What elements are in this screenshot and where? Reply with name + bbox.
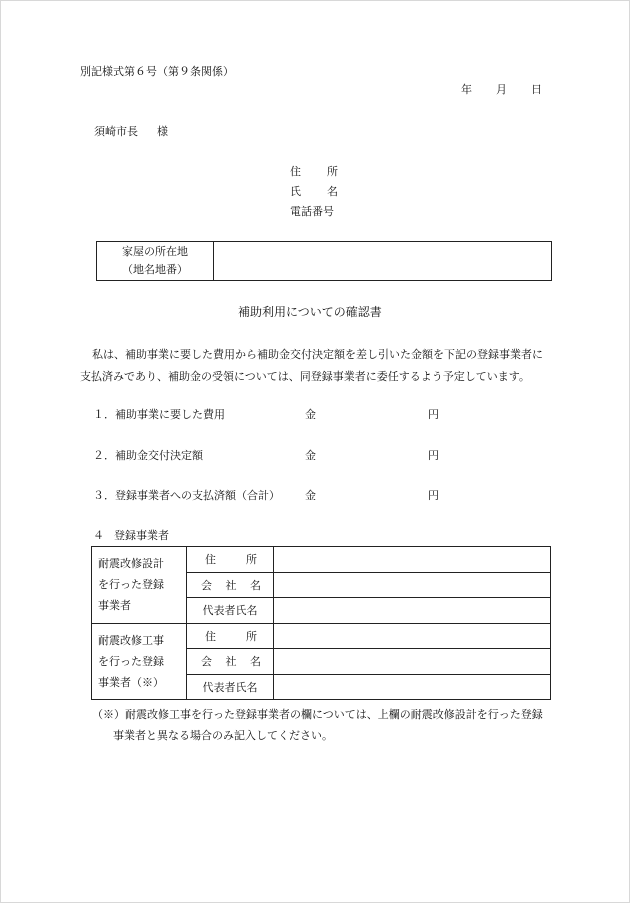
item-1-label: １．補助事業に要した費用: [93, 408, 225, 421]
design-representative-label: 代表者氏名: [187, 598, 274, 624]
note-line-1: （※）耐震改修工事を行った登録事業者の欄については、上欄の耐震改修設計を行った登録: [92, 708, 543, 721]
design-address-label: 住 所: [187, 547, 274, 573]
design-company-field[interactable]: [274, 572, 551, 598]
item-2-prefix: 金: [305, 449, 316, 462]
item-2-suffix: 円: [428, 449, 439, 462]
construction-address-label: 住 所: [187, 623, 274, 649]
construction-address-field[interactable]: [274, 623, 551, 649]
item-3-suffix: 円: [428, 489, 439, 502]
house-location-label: 家屋の所在地 （地名地番）: [97, 242, 214, 281]
applicant-name-label: 氏 名: [290, 185, 338, 198]
item-1-prefix: 金: [305, 408, 316, 421]
design-representative-field[interactable]: [274, 598, 551, 624]
date-day-label: 日: [531, 83, 542, 96]
addressee-honorific: 様: [157, 125, 168, 138]
item-2-label: ２．補助金交付決定額: [93, 449, 203, 462]
form-number: 別記様式第６号（第９条関係）: [80, 65, 234, 78]
design-company-label: 会 社 名: [187, 572, 274, 598]
construction-company-label: 会 社 名: [187, 649, 274, 675]
section-4-number: ４: [93, 529, 104, 542]
item-3-label: ３．登録事業者への支払済額（合計）: [93, 489, 280, 502]
design-address-field[interactable]: [274, 547, 551, 573]
construction-representative-field[interactable]: [274, 674, 551, 700]
construction-representative-label: 代表者氏名: [187, 674, 274, 700]
house-location-field[interactable]: [214, 242, 552, 281]
document-title: 補助利用についての確認書: [238, 305, 382, 319]
item-3-prefix: 金: [305, 489, 316, 502]
applicant-address-label: 住 所: [290, 165, 338, 178]
registrants-table: [91, 546, 551, 700]
body-line-2: 支払済みであり、補助金の受領については、同登録事業者に委任するよう予定しています。: [80, 370, 530, 383]
registrant-group-construction: 耐震改修工事 を行った登録 事業者（※）: [92, 623, 187, 700]
addressee-name: 須崎市長: [94, 125, 138, 138]
date-month-label: 月: [496, 83, 507, 96]
house-location-table: [96, 241, 552, 281]
construction-company-field[interactable]: [274, 649, 551, 675]
section-4-title: 登録事業者: [114, 529, 169, 542]
applicant-phone-label: 電話番号: [290, 205, 334, 218]
date-year-label: 年: [461, 83, 472, 96]
registrant-group-design: 耐震改修設計 を行った登録 事業者: [92, 547, 187, 624]
body-line-1: 私は、補助事業に要した費用から補助金交付決定額を差し引いた金額を下記の登録事業者に: [92, 348, 543, 361]
note-line-2: 事業者と異なる場合のみ記入してください。: [113, 729, 333, 742]
item-1-suffix: 円: [428, 408, 439, 421]
